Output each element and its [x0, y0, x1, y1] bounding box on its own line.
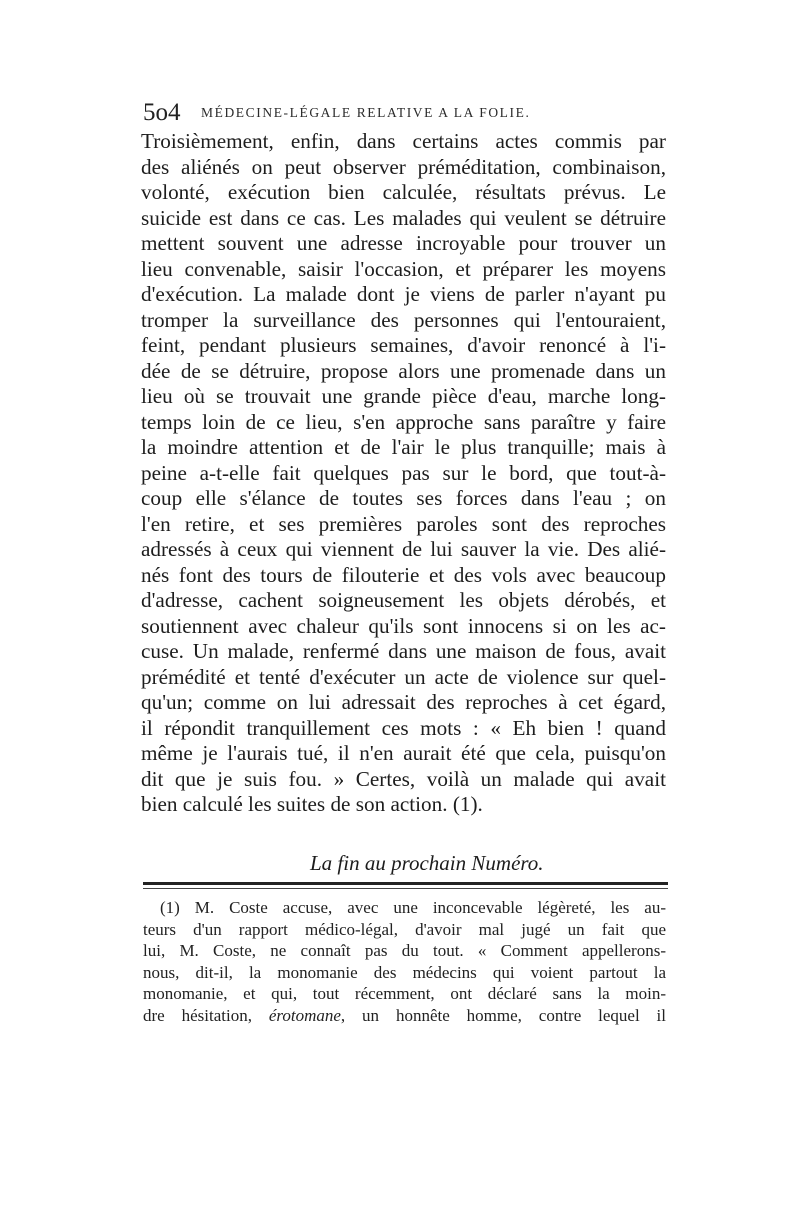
footnote-italic-term: érotomane	[268, 1005, 341, 1025]
footnote-text: dre hésitation,	[143, 1005, 269, 1025]
text-line: lieu où se trouvait une grande pièce d'eau, marche long-	[141, 384, 666, 408]
text-line: même je l'aurais tué, il n'en aurait été que cela, puisqu'on	[141, 741, 666, 765]
text-line: coup elle s'élance de toutes ses forces dans l'eau ; on	[141, 486, 666, 510]
text-line: Troisièmement, enfin, dans certains actes commis par	[141, 129, 666, 153]
text-line: peine a-t-elle fait quelques pas sur le bord, que tout-à-	[141, 460, 666, 485]
text-line: temps loin de ce lieu, s'en approche sans paraître y faire	[141, 409, 666, 434]
footnote-line-last	[143, 1005, 666, 1027]
text-line: suicide est dans ce cas. Les malades qui veulent se détruire	[141, 205, 666, 230]
running-title: MÉDECINE-LÉGALE RELATIVE A LA FOLIE.	[201, 105, 531, 120]
text-line: d'adresse, cachent soigneusement les objets dérobés, et	[141, 588, 666, 612]
text-line: tromper la surveillance des personnes qui l'entouraient,	[141, 307, 666, 332]
text-line: mettent souvent une adresse incroyable pour trouver un	[141, 231, 666, 255]
text-line: l'en retire, et ses premières paroles sont des reproches	[141, 511, 666, 536]
text-line: il répondit tranquillement ces mots : « Eh bien ! quand	[141, 715, 666, 740]
text-line: cuse. Un malade, renfermé dans une maison de fous, avait	[141, 639, 666, 663]
footnote-line: (1) M. Coste accuse, avec une inconcevable légèreté, les au-	[160, 898, 666, 917]
text-line: d'exécution. La malade dont je viens de parler n'ayant pu	[141, 282, 666, 306]
text-line: lieu convenable, saisir l'occasion, et préparer les moyens	[141, 256, 666, 281]
text-line: la moindre attention et de l'air le plus tranquille; mais à	[141, 435, 666, 459]
main-text	[141, 129, 666, 818]
footnote-line: teurs d'un rapport médico-légal, d'avoir mal jugé un fait que	[143, 919, 666, 939]
footnote	[143, 897, 667, 1026]
to-be-continued-note: La fin au prochain Numéro.	[310, 851, 544, 875]
text-line: nés font des tours de filouterie et des vols avec beaucoup	[141, 562, 666, 587]
footnote-divider-thin	[143, 888, 668, 889]
text-line: qu'un; comme on lui adressait des reproches à cet égard,	[141, 690, 666, 714]
footnote-line: lui, M. Coste, ne connaît pas du tout. « Comment appellerons-	[143, 941, 666, 960]
text-line: dée de se détruire, propose alors une promenade dans un	[141, 358, 666, 383]
page-number: 5o4	[143, 99, 181, 126]
text-line: soutiennent avec chaleur qu'ils sont innocens si on les ac-	[141, 613, 666, 638]
text-line: des aliénés on peut observer préméditation, combinaison,	[141, 154, 666, 179]
text-line: feint, pendant plusieurs semaines, d'avoir renoncé à l'i-	[141, 333, 666, 357]
footnote-line: nous, dit-il, la monomanie des médecins qui voient partout la	[143, 962, 666, 982]
text-line: adressés à ceux qui viennent de lui sauver la vie. Des alié-	[141, 537, 666, 561]
text-line: volonté, exécution bien calculée, résultats prévus. Le	[141, 180, 666, 204]
footnote-line: monomanie, et qui, tout récemment, ont déclaré sans la moin-	[143, 984, 666, 1003]
page-header	[143, 98, 663, 128]
footnote-text: , un honnête homme, contre lequel il	[340, 1005, 667, 1025]
footnote-divider	[143, 882, 668, 885]
text-line: dit que je suis fou. » Certes, voilà un malade qui avait	[141, 766, 666, 791]
text-line: bien calculé les suites de son action. (1).	[141, 792, 483, 816]
text-line: prémédité et tenté d'exécuter un acte de violence sur quel-	[141, 664, 666, 689]
